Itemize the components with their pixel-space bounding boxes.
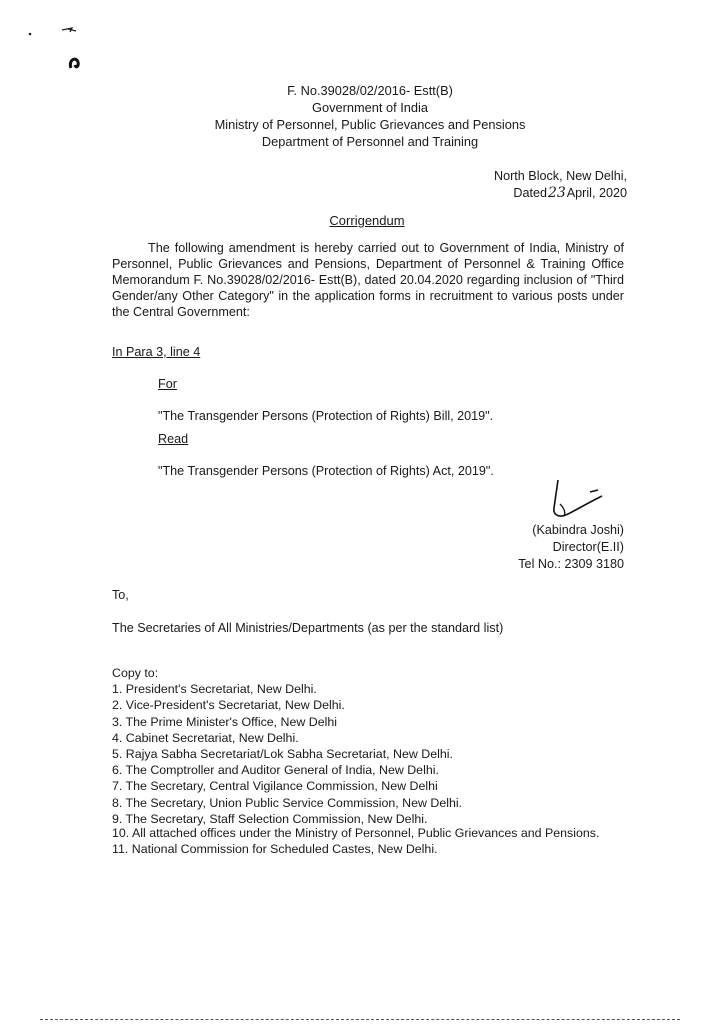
- list-item: 10. All attached offices under the Ministry of Personnel, Public Grievances and Pensions.: [112, 826, 600, 840]
- list-item: 7. The Secretary, Central Vigilance Commission, New Delhi: [112, 779, 438, 794]
- list-item: 6. The Comptroller and Auditor General of India, New Delhi.: [112, 763, 439, 778]
- signatory-name: (Kabindra Joshi): [532, 523, 624, 537]
- addressee: The Secretaries of All Ministries/Departments (as per the standard list): [112, 621, 504, 635]
- copy-to-label: Copy to:: [112, 666, 159, 680]
- list-item: 5. Rajya Sabha Secretariat/Lok Sabha Secretariat, New Delhi.: [112, 747, 453, 762]
- to-label: To,: [112, 588, 129, 602]
- para-reference: In Para 3, line 4: [112, 345, 201, 359]
- place-and-date: [494, 168, 627, 202]
- for-label: For: [158, 377, 177, 391]
- subject-title: Corrigendum: [329, 213, 405, 228]
- letter-header: [160, 82, 580, 150]
- copy-to-list: [112, 665, 462, 827]
- handwritten-day: 23: [547, 185, 566, 201]
- dated-prefix: Dated: [513, 186, 547, 200]
- file-number: F. No.39028/02/2016- Estt(B): [287, 83, 453, 98]
- list-item: 2. Vice-President's Secretariat, New Delhi.: [112, 698, 345, 713]
- list-item: 4. Cabinet Secretariat, New Delhi.: [112, 730, 299, 745]
- read-text: "The Transgender Persons (Protection of Rights) Act, 2019".: [158, 464, 494, 478]
- list-item: 9. The Secretary, Staff Selection Commission, New Delhi.: [112, 811, 428, 826]
- dated-suffix: April, 2020: [566, 186, 627, 200]
- signature-block: [518, 522, 624, 573]
- department-name: Department of Personnel and Training: [261, 134, 479, 149]
- intro-paragraph: The following amendment is hereby carried out to Government of India, Ministry of Personnel, Public Grievances and Pensions, Department of Personnel & Training Office Memorandum F. No.39028/02/2016- Estt(B), dated 20.04.2020 regarding inclusion of "Third Gender/any Other Category" in the application forms in recruitment to various posts under the Central Government:: [112, 241, 624, 319]
- ministry-name: Ministry of Personnel, Public Grievances and Pensions: [214, 117, 526, 132]
- location: North Block, New Delhi,: [494, 169, 627, 183]
- list-item: 8. The Secretary, Union Public Service Commission, New Delhi.: [112, 795, 463, 810]
- signatory-designation: Director(E.II): [552, 540, 624, 554]
- date-line: [494, 185, 627, 202]
- signature-icon: [546, 478, 616, 524]
- scan-mark-icon: [26, 20, 86, 70]
- for-text: "The Transgender Persons (Protection of Rights) Bill, 2019".: [158, 409, 494, 423]
- government-name: Government of India: [312, 100, 428, 115]
- signatory-phone: Tel No.: 2309 3180: [518, 557, 624, 571]
- list-item: 11. National Commission for Scheduled Castes, New Delhi.: [112, 842, 438, 856]
- list-item: 1. President's Secretariat, New Delhi.: [112, 682, 317, 697]
- copy-to-list-extra: [112, 825, 624, 857]
- read-label: Read: [158, 432, 189, 446]
- page-bottom-rule: [40, 1019, 680, 1020]
- list-item: 3. The Prime Minister's Office, New Delhi: [112, 714, 338, 729]
